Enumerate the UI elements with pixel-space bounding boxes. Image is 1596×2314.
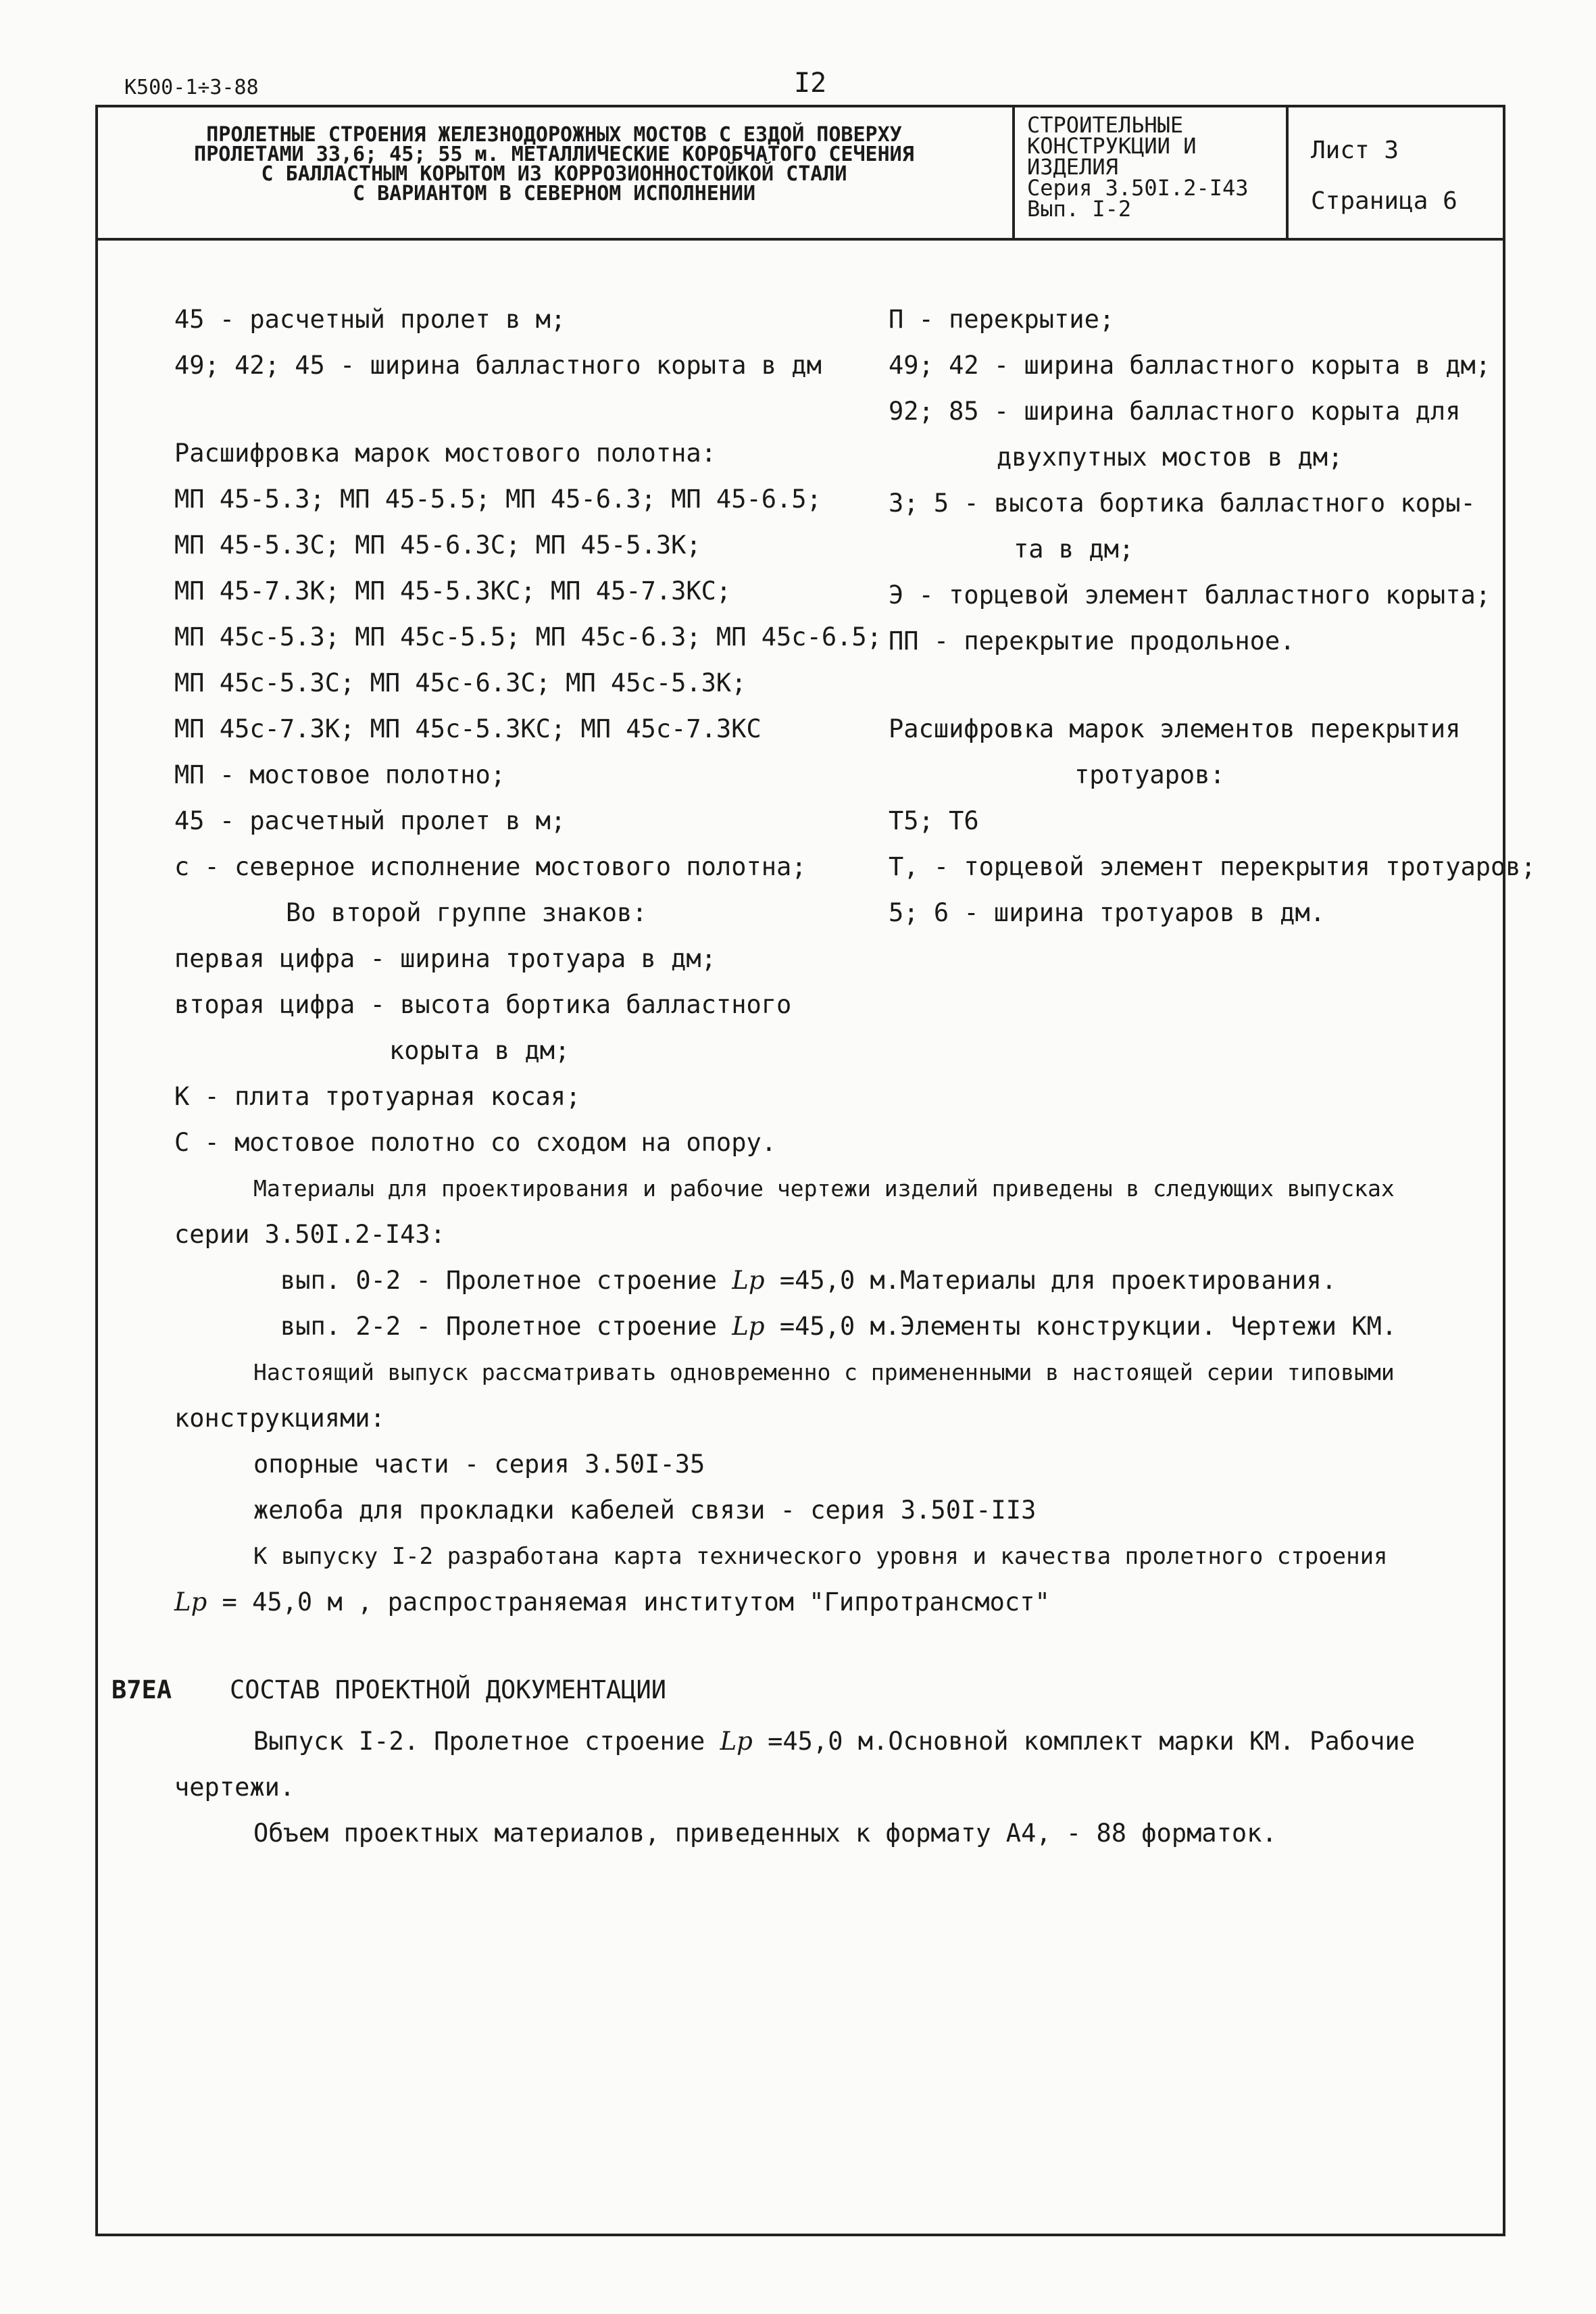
left-line: МП 45-5.3; МП 45-5.5; МП 45-6.3; МП 45-6.5; <box>174 485 822 514</box>
document-code: К500-1÷3-88 <box>124 76 259 99</box>
right-line: 49; 42 - ширина балластного корыта в дм; <box>889 351 1491 380</box>
left-line: МП 45-7.3К; МП 45-5.3КС; МП 45-7.3КС; <box>174 576 732 606</box>
left-line: МП 45с-5.3; МП 45с-5.5; МП 45с-6.3; МП 45с-6.5; <box>174 622 882 651</box>
materials-item-2 <box>280 1312 1397 1341</box>
category-line: СТРОИТЕЛЬНЫЕ <box>1027 112 1184 138</box>
right-line: Т5; Т6 <box>889 806 979 835</box>
issue-line-cont: чертежи. <box>174 1773 295 1802</box>
issue-desc: =45,0 м.Основной комплект марки КМ. Рабочие <box>768 1727 1415 1756</box>
left-line: 49; 42; 45 - ширина балластного корыта в дм <box>174 351 822 380</box>
cable-trays-line: желоба для прокладки кабелей связи - серия 3.50I-II3 <box>253 1496 1037 1525</box>
category-line: КОНСТРУКЦИИ И <box>1027 133 1197 159</box>
issue-line <box>253 1727 1415 1756</box>
materials-intro: Материалы для проектирования и рабочие чертежи изделий приведены в следующих выпусках <box>253 1175 1395 1202</box>
right-line: 5; 6 - ширина тротуаров в дм. <box>889 898 1326 927</box>
left-line: 45 - расчетный пролет в м; <box>174 806 566 835</box>
left-line: МП 45с-5.3С; МП 45с-6.3С; МП 45с-5.3К; <box>174 668 747 697</box>
right-line: та в дм; <box>1014 535 1134 564</box>
lp-symbol: Lp <box>720 1727 753 1756</box>
left-line: первая цифра - ширина тротуара в дм; <box>174 944 716 973</box>
page-number: I2 <box>794 68 827 99</box>
right-line: Расшифровка марок элементов перекрытия <box>889 714 1461 743</box>
lp-symbol: Lp <box>174 1587 207 1617</box>
left-line: К - плита тротуарная косая; <box>174 1082 581 1111</box>
lp-symbol: Lp <box>732 1312 765 1341</box>
right-line: Э - торцевой элемент балластного корыта; <box>889 581 1491 610</box>
left-line: 45 - расчетный пролет в м; <box>174 305 566 334</box>
quality-chart-line-cont <box>174 1588 1050 1617</box>
lp-symbol: Lp <box>732 1266 765 1295</box>
left-line: корыта в дм; <box>389 1036 570 1065</box>
concurrent-text-cont: конструкциями: <box>174 1404 385 1433</box>
left-line: МП - мостовое полотно; <box>174 760 506 789</box>
header-title-line: ПРОЛЕТАМИ 33,6; 45; 55 м. МЕТАЛЛИЧЕСКИЕ КОРОБЧАТОГО СЕЧЕНИЯ <box>194 143 914 166</box>
right-line: двухпутных мостов в дм; <box>997 443 1343 472</box>
concurrent-text: Настоящий выпуск рассматривать одновременно с примененными в настоящей серии типовыми <box>253 1359 1395 1385</box>
right-line: Т, - торцевой элемент перекрытия тротуаров; <box>889 852 1536 881</box>
right-line: 92; 85 - ширина балластного корыта для <box>889 397 1461 426</box>
sheet-number: Лист 3 <box>1311 137 1399 164</box>
header-divider-left <box>1012 105 1015 239</box>
left-line: МП 45с-7.3К; МП 45с-5.3КС; МП 45с-7.3КС <box>174 714 762 743</box>
volume-line: Объем проектных материалов, приведенных к формату А4, - 88 форматок. <box>253 1819 1277 1848</box>
right-line: 3; 5 - высота бортика балластного коры- <box>889 489 1476 518</box>
section-title: СОСТАВ ПРОЕКТНОЙ ДОКУМЕНТАЦИИ <box>230 1675 667 1704</box>
header-divider-right <box>1286 105 1289 239</box>
category-line: ИЗДЕЛИЯ <box>1027 154 1118 180</box>
left-line: Во второй группе знаков: <box>286 898 647 927</box>
item-2-label: вып. 2-2 - Пролетное строение <box>280 1312 718 1341</box>
right-line: тротуаров: <box>1074 760 1225 789</box>
item-2-desc: =45,0 м.Элементы конструкции. Чертежи КМ. <box>779 1312 1397 1341</box>
item-1-desc: =45,0 м.Материалы для проектирования. <box>779 1266 1337 1295</box>
left-line: Расшифровка марок мостового полотна: <box>174 439 716 468</box>
item-1-label: вып. 0-2 - Пролетное строение <box>280 1266 718 1295</box>
left-line: МП 45-5.3С; МП 45-6.3С; МП 45-5.3К; <box>174 531 701 560</box>
bearings-line: опорные части - серия 3.50I-35 <box>253 1450 705 1479</box>
series-number: Серия 3.50I.2-I43 <box>1027 175 1249 201</box>
header-title-line: С ВАРИАНТОМ В СЕВЕРНОМ ИСПОЛНЕНИИ <box>352 182 756 205</box>
header-title-line: ПРОЛЕТНЫЕ СТРОЕНИЯ ЖЕЛЕЗНОДОРОЖНЫХ МОСТОВ С ЕЗДОЙ ПОВЕРХУ <box>206 123 902 147</box>
section-code: В7ЕА <box>111 1675 172 1704</box>
materials-intro-cont: серии 3.50I.2-I43: <box>174 1220 445 1249</box>
header-sheet <box>1311 125 1457 226</box>
right-line: ПП - перекрытие продольное. <box>889 626 1295 656</box>
issue-number: Вып. I-2 <box>1027 196 1132 222</box>
left-line: С - мостовое полотно со сходом на опору. <box>174 1128 777 1157</box>
right-line: П - перекрытие; <box>889 305 1115 334</box>
left-line: вторая цифра - высота бортика балластного <box>174 990 792 1019</box>
header-category <box>1027 112 1249 222</box>
sheet-page: Страница 6 <box>1311 187 1457 215</box>
materials-item-1 <box>280 1266 1337 1295</box>
quality-chart-line: К выпуску I-2 разработана карта технического уровня и качества пролетного строения <box>253 1543 1388 1570</box>
header-title <box>101 125 1007 203</box>
left-line: с - северное исполнение мостового полотна; <box>174 852 807 881</box>
header-divider <box>95 238 1505 241</box>
header-title-line: С БАЛЛАСТНЫМ КОРЫТОМ ИЗ КОРРОЗИОННОСТОЙКОЙ СТАЛИ <box>261 162 847 186</box>
quality-chart-text: = 45,0 м , распространяемая институтом "Гипротрансмост" <box>222 1587 1050 1617</box>
issue-label: Выпуск I-2. Пролетное строение <box>253 1727 705 1756</box>
